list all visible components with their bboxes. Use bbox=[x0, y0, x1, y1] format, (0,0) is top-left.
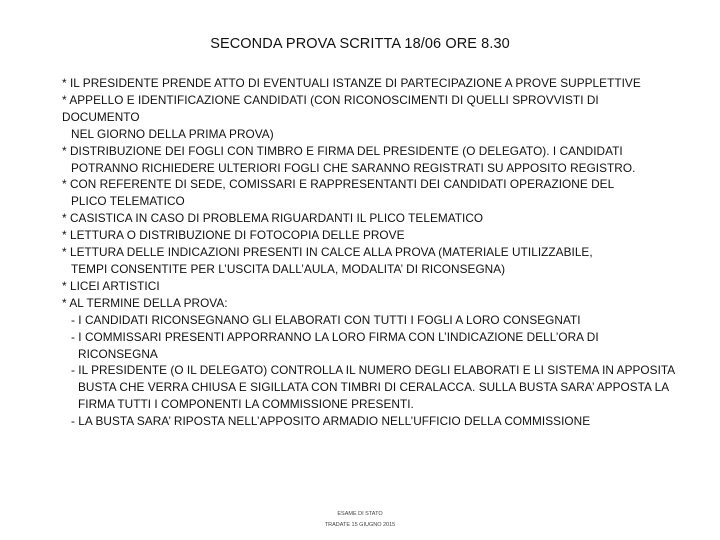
list-item: * AL TERMINE DELLA PROVA: bbox=[62, 295, 228, 310]
footer-exam-label: ESAME DI STATO bbox=[337, 511, 383, 517]
sub-item: - IL PRESIDENTE (O IL DELEGATO) CONTROLLA IL NUMERO DEGLI ELABORATI E LI SISTEMA IN APPOSITA bbox=[71, 363, 676, 378]
page-footer bbox=[0, 509, 720, 531]
list-item: * LETTURA O DISTRIBUZIONE DI FOTOCOPIA DELLE PROVE bbox=[62, 228, 405, 243]
list-item-continuation: POTRANNO RICHIEDERE ULTERIORI FOGLI CHE SARANNO REGISTRATI SU APPOSITO REGISTRO. bbox=[71, 160, 636, 175]
list-item-continuation: TEMPI CONSENTITE PER L’USCITA DALL’AULA, MODALITA’ DI RICONSEGNA) bbox=[71, 261, 506, 276]
sub-item-continuation: FIRMA TUTTI I COMPONENTI LA COMMISSIONE PRESENTI. bbox=[78, 397, 414, 412]
sub-item-continuation: RICONSEGNA bbox=[78, 346, 158, 361]
list-item-continuation: DOCUMENTO bbox=[62, 109, 140, 124]
list-item-continuation: NEL GIORNO DELLA PRIMA PROVA) bbox=[71, 126, 274, 141]
list-item: * LETTURA DELLE INDICAZIONI PRESENTI IN CALCE ALLA PROVA (MATERIALE UTILIZZABILE, bbox=[62, 245, 593, 260]
page-title: SECONDA PROVA SCRITTA 18/06 ORE 8.30 bbox=[210, 36, 510, 52]
list-item: * DISTRIBUZIONE DEI FOGLI CON TIMBRO E FIRMA DEL PRESIDENTE (O DELEGATO). I CANDIDATI bbox=[62, 143, 623, 158]
list-item: * CON REFERENTE DI SEDE, COMISSARI E RAPPRESENTANTI DEI CANDIDATI OPERAZIONE DEL bbox=[62, 177, 615, 192]
sub-item-continuation: BUSTA CHE VERRA CHIUSA E SIGILLATA CON TIMBRI DI CERALACCA. SULLA BUSTA SARA’ APPOSTA LA bbox=[78, 380, 670, 395]
sub-item: - I CANDIDATI RICONSEGNANO GLI ELABORATI CON TUTTI I FOGLI A LORO CONSEGNATI bbox=[71, 312, 581, 327]
list-item: * IL PRESIDENTE PRENDE ATTO DI EVENTUALI ISTANZE DI PARTECIPAZIONE A PROVE SUPPLETTIVE bbox=[62, 76, 641, 90]
list-item: * CASISTICA IN CASO DI PROBLEMA RIGUARDANTI IL PLICO TELEMATICO bbox=[62, 211, 484, 226]
list-item: * APPELLO E IDENTIFICAZIONE CANDIDATI (CON RICONOSCIMENTI DI QUELLI SPROVVISTI DI bbox=[62, 92, 599, 107]
sub-item: - LA BUSTA SARA’ RIPOSTA NELL’APPOSITO ARMADIO NELL’UFFICIO DELLA COMMISSIONE bbox=[71, 414, 591, 429]
sub-item: - I COMMISSARI PRESENTI APPORRANNO LA LORO FIRMA CON L’INDICAZIONE DELL’ORA DI bbox=[71, 329, 599, 344]
list-item: * LICEI ARTISTICI bbox=[62, 278, 160, 293]
footer-place-date: TRADATE 15 GIUGNO 2015 bbox=[324, 522, 396, 528]
list-item-continuation: PLICO TELEMATICO bbox=[71, 194, 185, 209]
procedure-list bbox=[62, 75, 682, 430]
